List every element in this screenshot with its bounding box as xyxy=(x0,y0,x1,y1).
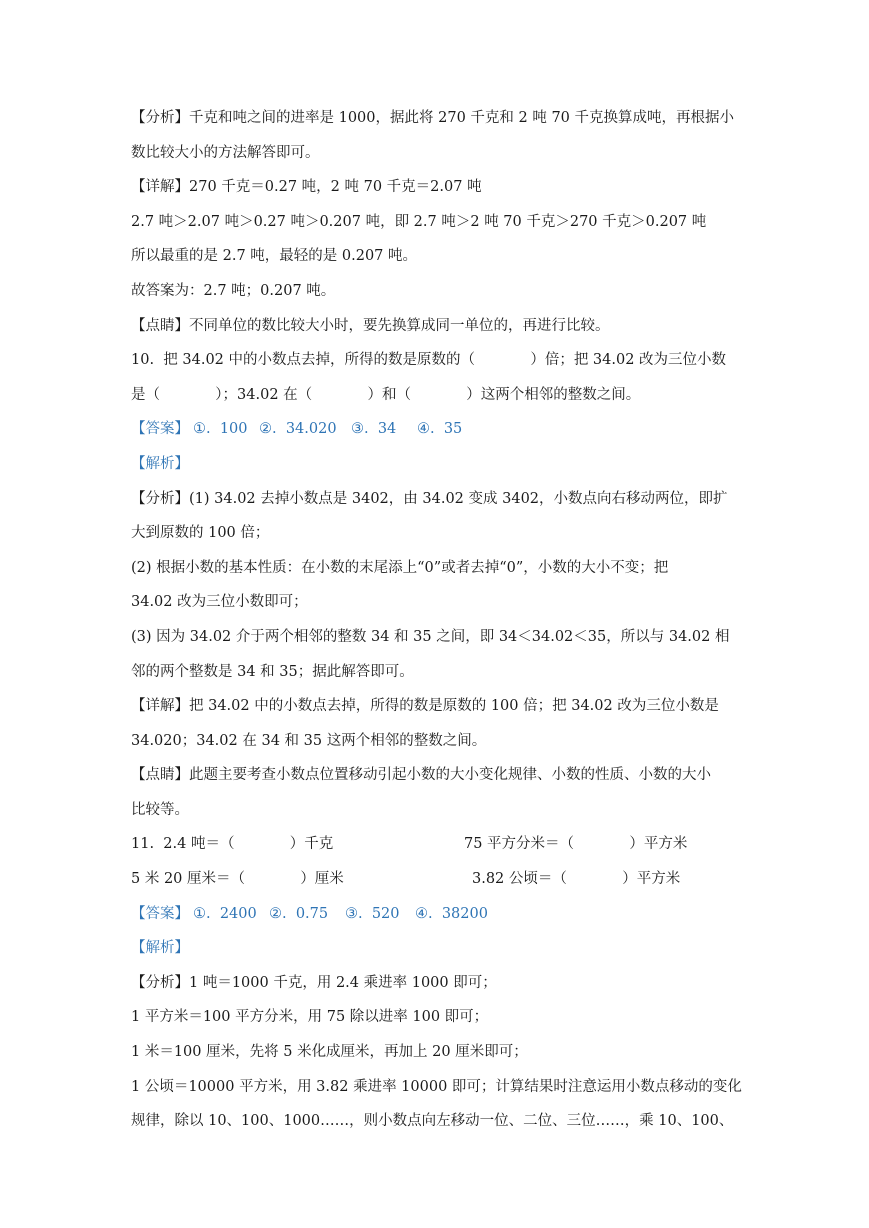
question-11-part3: 5 米 20 厘米＝（ ）厘米 xyxy=(131,871,344,888)
analysis-q10-line5: (3) 因为 34.02 介于两个相邻的整数 34 和 35 之间，即 34＜34.02＜35，所以与 34.02 相 xyxy=(131,628,730,645)
analysis-q11-line2: 1 平方米＝100 平方分米，用 75 除以进率 100 即可； xyxy=(131,1009,489,1026)
answer-item-4: ④. 38200 xyxy=(415,905,488,922)
analysis-q10-line6: 邻的两个整数是 34 和 35；据此解答即可。 xyxy=(131,663,414,680)
question-11-part2: 75 平方分米＝（ ）平方米 xyxy=(464,836,688,853)
question-11-part1: 11. 2.4 吨＝（ ）千克 xyxy=(131,836,334,853)
analysis-q9-line1: 【分析】千克和吨之间的进率是 1000，据此将 270 千克和 2 吨 70 千克换算成吨，再根据小 xyxy=(131,110,735,126)
explanation-heading-q11: 【解析】 xyxy=(131,940,189,957)
question-11-line1 xyxy=(131,833,769,855)
analysis-q10-line1: 【分析】(1) 34.02 去掉小数点是 3402，由 34.02 变成 3402，小数点向右移动两位，即扩 xyxy=(131,490,728,507)
explanation-heading-q10: 【解析】 xyxy=(131,455,189,472)
answer-item-3: ③. 34 xyxy=(351,421,397,438)
detail-q9-line2: 2.7 吨＞2.07 吨＞0.27 吨＞0.207 吨，即 2.7 吨＞2 吨 70 千克＞270 千克＞0.207 吨 xyxy=(131,213,707,230)
detail-q9-line4: 故答案为：2.7 吨；0.207 吨。 xyxy=(131,282,336,299)
analysis-q11-line4: 1 公顷＝10000 平方米，用 3.82 乘进率 10000 即可；计算结果时注意运用小数点移动的变化 xyxy=(131,1078,742,1095)
answer-item-1: ①. 2400 xyxy=(193,905,257,922)
answer-item-3: ③. 520 xyxy=(345,905,400,922)
answer-q10 xyxy=(131,418,769,440)
analysis-q10-line4: 34.02 改为三位小数即可； xyxy=(131,594,308,611)
analysis-q11-line3: 1 米＝100 厘米，先将 5 米化成厘米，再加上 20 厘米即可； xyxy=(131,1044,528,1061)
answer-item-4: ④. 35 xyxy=(417,421,463,438)
remark-q9: 【点睛】不同单位的数比较大小时，要先换算成同一单位的，再进行比较。 xyxy=(131,317,610,334)
question-10-line2: 是（ ）；34.02 在（ ）和（ ）这两个相邻的整数之间。 xyxy=(131,386,641,403)
detail-q9-line1: 【详解】270 千克＝0.27 吨，2 吨 70 千克＝2.07 吨 xyxy=(131,179,482,196)
analysis-q11-line5: 规律，除以 10、100、1000……，则小数点向左移动一位、二位、三位……，乘 10、100、 xyxy=(131,1113,734,1130)
analysis-q11-line1: 【分析】1 吨＝1000 千克，用 2.4 乘进率 1000 即可； xyxy=(131,974,497,991)
detail-q10-line1: 【详解】把 34.02 中的小数点去掉，所得的数是原数的 100 倍；把 34.02 改为三位小数是 xyxy=(131,698,719,715)
question-11-line2 xyxy=(131,868,769,890)
answer-item-1: ①. 100 xyxy=(193,421,248,438)
answer-q11 xyxy=(131,903,769,925)
detail-q10-line2: 34.020；34.02 在 34 和 35 这两个相邻的整数之间。 xyxy=(131,732,487,749)
answer-label: 【答案】 xyxy=(131,905,189,922)
question-11-part4: 3.82 公顷＝（ ）平方米 xyxy=(472,871,681,888)
analysis-q10-line2: 大到原数的 100 倍； xyxy=(131,525,270,542)
remark-q10-line2: 比较等。 xyxy=(131,801,189,818)
detail-q9-line3: 所以最重的是 2.7 吨，最轻的是 0.207 吨。 xyxy=(131,248,418,265)
remark-q10-line1: 【点睛】此题主要考查小数点位置移动引起小数的大小变化规律、小数的性质、小数的大小 xyxy=(131,767,711,784)
analysis-q10-line3: (2) 根据小数的基本性质：在小数的末尾添上“0”或者去掉“0”，小数的大小不变；把 xyxy=(131,559,669,576)
answer-label: 【答案】 xyxy=(131,421,189,438)
question-10-line1: 10. 把 34.02 中的小数点去掉，所得的数是原数的（ ）倍；把 34.02 改为三位小数 xyxy=(131,352,727,369)
analysis-q9-line2: 数比较大小的方法解答即可。 xyxy=(131,144,320,161)
answer-item-2: ②. 0.75 xyxy=(269,905,329,922)
answer-item-2: ②. 34.020 xyxy=(259,421,337,438)
